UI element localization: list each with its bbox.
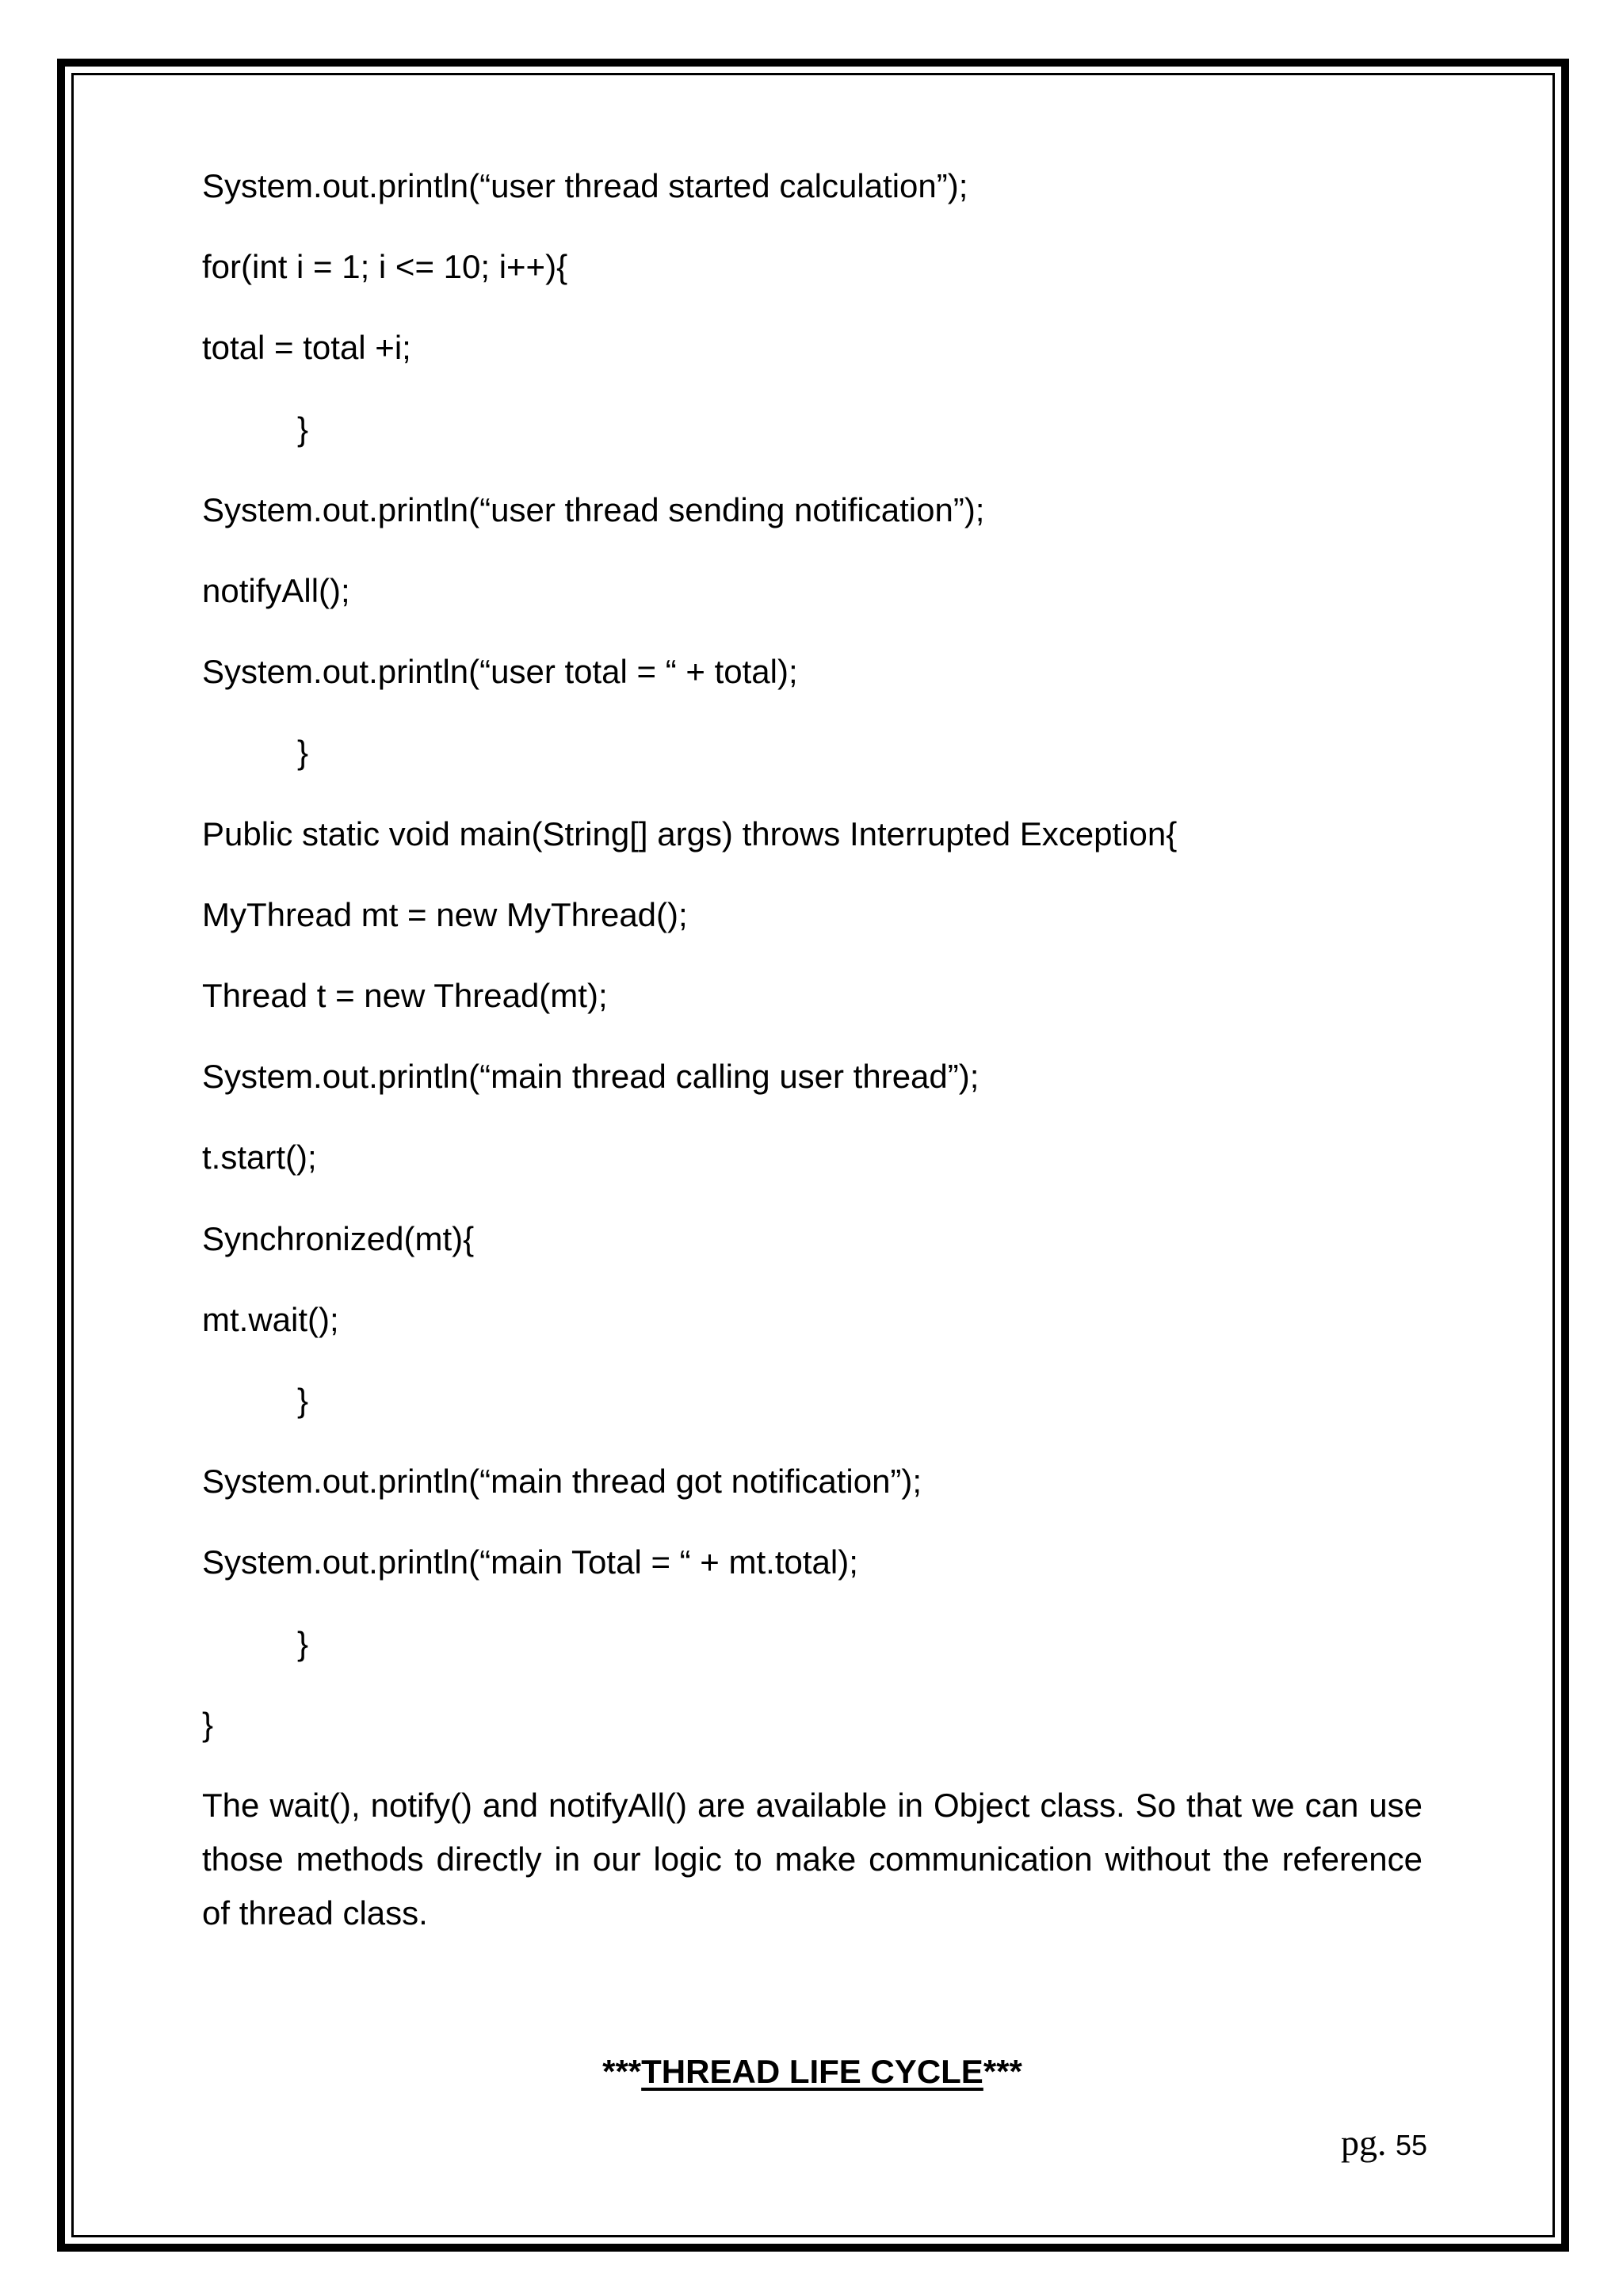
- code-line: System.out.println(“user thread started calculation”);: [202, 167, 968, 204]
- page-label: pg.: [1340, 2122, 1387, 2163]
- code-line: MyThread mt = new MyThread();: [202, 896, 688, 933]
- code-line: }: [297, 410, 309, 448]
- code-line: }: [297, 1625, 309, 1662]
- code-line: Synchronized(mt){: [202, 1220, 475, 1257]
- code-line: mt.wait();: [202, 1301, 339, 1338]
- page-number-value: 55: [1395, 2129, 1427, 2161]
- code-line: Thread t = new Thread(mt);: [202, 977, 608, 1014]
- heading-prefix: ***: [602, 2053, 642, 2090]
- code-line: for(int i = 1; i <= 10; i++){: [202, 248, 568, 285]
- code-line: t.start();: [202, 1138, 317, 1176]
- code-line: total = total +i;: [202, 329, 411, 366]
- page-number: [1341, 2123, 1427, 2165]
- code-line: System.out.println(“main thread calling user thread”);: [202, 1058, 980, 1095]
- code-line: System.out.println(“main thread got notification”);: [202, 1463, 922, 1500]
- code-line: notifyAll();: [202, 572, 350, 609]
- code-line: System.out.println(“main Total = “ + mt.total);: [202, 1543, 858, 1581]
- body-paragraph: The wait(), notify() and notifyAll() are available in Object class. So that we can use those methods directly in our logic to make communication without the reference of thread class.: [202, 1787, 1423, 1932]
- code-line: }: [297, 1382, 309, 1419]
- heading-title: THREAD LIFE CYCLE: [641, 2053, 983, 2090]
- heading-suffix: ***: [983, 2053, 1022, 2090]
- code-line: Public static void main(String[] args) throws Interrupted Exception{: [202, 815, 1178, 852]
- section-heading: [202, 2052, 1423, 2092]
- code-line: }: [202, 1706, 214, 1743]
- code-line: }: [297, 734, 309, 771]
- code-line: System.out.println(“user thread sending notification”);: [202, 491, 985, 528]
- code-line: System.out.println(“user total = “ + total);: [202, 653, 798, 690]
